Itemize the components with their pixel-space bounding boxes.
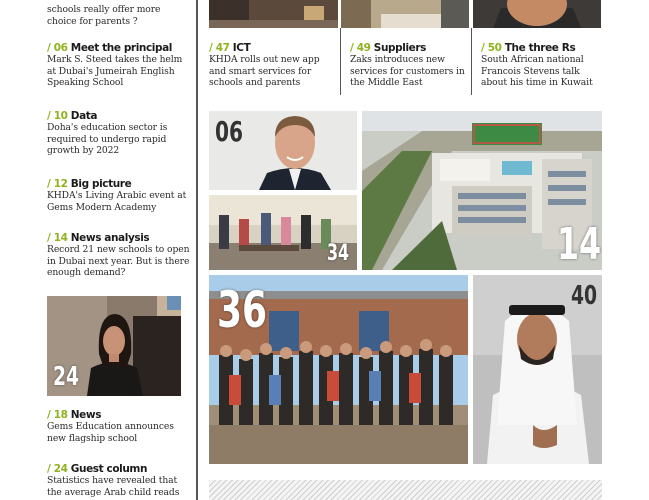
toc-item-12[interactable]	[47, 178, 192, 213]
top-photo-suppliers	[341, 0, 469, 28]
story-description: Zaks introduces new services for customers in the Middle East	[350, 54, 465, 89]
story-title: Suppliers	[373, 42, 426, 54]
toc-description: Gems Education announces new flagship school	[47, 421, 174, 444]
school-building-photo	[362, 111, 602, 270]
toc-title: Guest column	[70, 463, 148, 475]
toc-title: Data	[70, 110, 98, 122]
story-three-rs[interactable]	[481, 42, 606, 89]
photo-number: 14	[557, 219, 602, 270]
toc-item-14[interactable]	[47, 232, 192, 279]
story-divider	[471, 28, 472, 95]
photo-number: 36	[217, 281, 268, 339]
story-page-number: / 47	[209, 42, 230, 54]
top-photo-three-rs	[473, 0, 601, 28]
bottom-hatched-band	[209, 480, 602, 500]
toc-page-number: / 12	[47, 178, 68, 190]
story-page-number: / 49	[350, 42, 371, 54]
toc-title: News analysis	[70, 232, 150, 244]
toc-title: Meet the principal	[70, 42, 173, 54]
toc-item-18[interactable]	[47, 409, 192, 444]
man-portrait-photo	[473, 275, 602, 464]
story-suppliers[interactable]	[350, 42, 467, 89]
woman-photo	[47, 296, 181, 396]
toc-page-number: / 24	[47, 463, 68, 475]
toc-page-number: / 14	[47, 232, 68, 244]
toc-item-24[interactable]	[47, 463, 192, 498]
photo-number: 34	[327, 241, 350, 266]
story-divider	[340, 28, 341, 95]
toc-title: News	[70, 409, 102, 421]
toc-description: Mark S. Steed takes the helm at Dubai's Jumeirah English Speaking School	[47, 54, 183, 89]
photo-number: 40	[571, 281, 598, 311]
principal-photo	[209, 111, 357, 190]
toc-item-06[interactable]	[47, 42, 192, 89]
top-photo-ict	[209, 0, 338, 28]
column-divider	[196, 0, 198, 500]
classroom-photo	[209, 195, 357, 270]
story-page-number: / 50	[481, 42, 502, 54]
left-intro-text: schools really offer more choice for parents ?	[47, 4, 161, 27]
group-photo	[209, 275, 468, 464]
toc-item-10[interactable]	[47, 110, 182, 157]
toc-page-number: / 10	[47, 110, 68, 122]
toc-description: Statistics have revealed that the average Arab child reads	[47, 475, 180, 498]
story-title: ICT	[232, 42, 251, 54]
story-title: The three Rs	[504, 42, 576, 54]
story-description: KHDA rolls out new app and smart services for schools and parents	[209, 54, 320, 89]
story-ict[interactable]	[209, 42, 337, 89]
toc-description: KHDA's Living Arabic event at Gems Modern Academy	[47, 190, 187, 213]
photo-number: 24	[53, 362, 80, 392]
toc-description: Doha's education sector is required to undergo rapid growth by 2022	[47, 122, 168, 157]
toc-page-number: / 18	[47, 409, 68, 421]
photo-number: 06	[215, 115, 244, 148]
toc-description: Record 21 new schools to open in Dubai next year. But is there enough demand?	[47, 244, 190, 279]
toc-page-number: / 06	[47, 42, 68, 54]
toc-title: Big picture	[70, 178, 132, 190]
story-description: South African national Francois Stevens talk about his time in Kuwait	[481, 54, 593, 89]
